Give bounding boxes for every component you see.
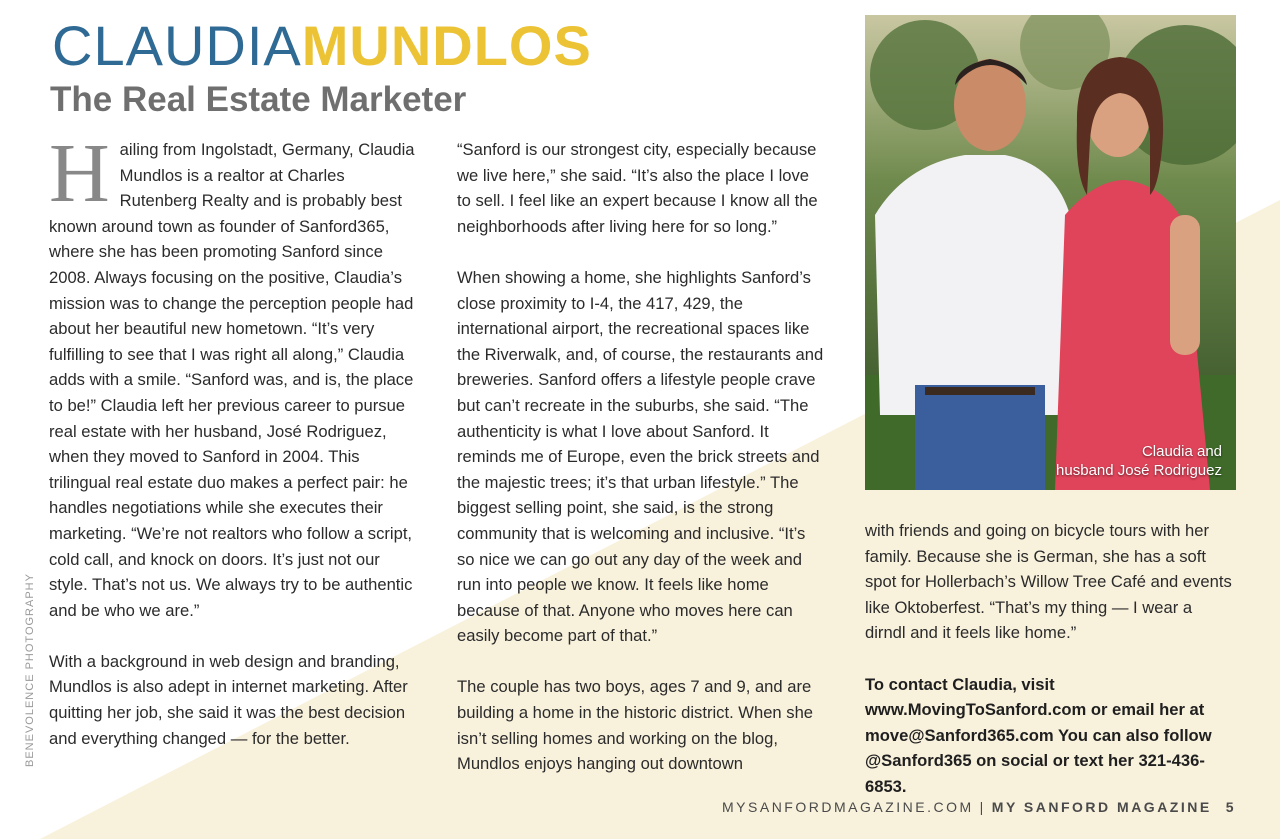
article-column-1: [49, 127, 419, 751]
caption-line-1: Claudia and: [1141, 443, 1222, 460]
footer-magazine-name: MY SANFORD MAGAZINE: [991, 799, 1212, 815]
couple-photo: [865, 15, 1236, 490]
paragraph-intro-text: ailing from Ingolstadt, Germany, Claudia Mundlos is a realtor at Charles Rutenberg Realty and is probably best known around town as founder of Sanford365, where she has been promoting Sanford since 2008. Always focusing on the positive, Claudia’s mission was to change the perception people had about her beautiful new hometown. “It’s very fulfilling to see that I was right all along,” Claudia adds with a smile. “Sanford was, and is, the place to be!” Claudia left her previous career to pursue real estate with her husband, José Rodriguez, when they moved to Sanford in 2004. This trilingual real estate duo makes a perfect pair: he handles negotiations while she executes their marketing. “We’re not realtors who follow a script, cold call, and knock on doors. It’s just not our style. That’s not us. We always try to be authentic and be who we are.”: [49, 140, 415, 620]
paragraph-family: The couple has two boys, ages 7 and 9, and are building a home in the historic district. When she isn’t selling homes and working on the blog, Mundlos enjoys hanging out downtown: [457, 677, 814, 774]
contact-info: To contact Claudia, visit www.MovingToSanford.com or email her at move@Sanford365.com You can also follow @Sanford365 on social or text her 321-436-6853.: [865, 674, 1212, 796]
headline-first-name: CLAUDIA: [52, 14, 302, 77]
subtitle: The Real Estate Marketer: [50, 80, 467, 119]
footer-website: MYSANFORDMAGAZINE.COM: [722, 799, 974, 815]
page-footer: [722, 799, 1236, 815]
paragraph-background: With a background in web design and branding, Mundlos is also adept in internet marketing. After quitting her job, she said it was the best decision and everything changed — for the better.: [49, 651, 408, 748]
article-column-2: [457, 137, 827, 777]
photo-illustration: [865, 15, 1236, 490]
footer-separator: |: [979, 799, 986, 815]
page-number: 5: [1225, 799, 1236, 815]
article-column-3: [865, 518, 1237, 800]
paragraph-intro: [49, 127, 419, 623]
headline-last-name: MUNDLOS: [301, 14, 592, 77]
headline: [52, 14, 592, 78]
caption-line-2: husband José Rodriguez: [1056, 462, 1222, 479]
photo-caption: [1056, 442, 1222, 480]
paragraph-highlights: When showing a home, she highlights Sanford’s close proximity to I-4, the 417, 429, the international airport, the recreational spaces like the Riverwalk, and, of course, the restaurants and breweries. Sanford offers a lifestyle people crave but can’t recreate in the suburbs, she said. “The authenticity is what I love about Sanford. It reminds me of Europe, even the brick streets and the majestic trees; it’s that urban lifestyle.” The biggest selling point, she said, is the strong community that is welcoming and inclusive. “It’s so nice we can go out any day of the week and run into people we know. It feels like home because of that. Anyone who moves here can easily become part of that.”: [457, 267, 824, 646]
paragraph-quote: “Sanford is our strongest city, especially because we live here,” she said. “It’s also the place I love to sell. I feel like an expert because I know all the neighborhoods after living here for so long.”: [457, 140, 818, 236]
paragraph-culture: with friends and going on bicycle tours with her family. Because she is German, she has a soft spot for Hollerbach’s Willow Tree Café and events like Oktoberfest. “That’s my thing — I wear a dirndl and it feels like home.”: [865, 521, 1232, 643]
drop-cap: H: [49, 127, 110, 220]
photo-credit: BENEVOLENCE PHOTOGRAPHY: [24, 573, 36, 767]
